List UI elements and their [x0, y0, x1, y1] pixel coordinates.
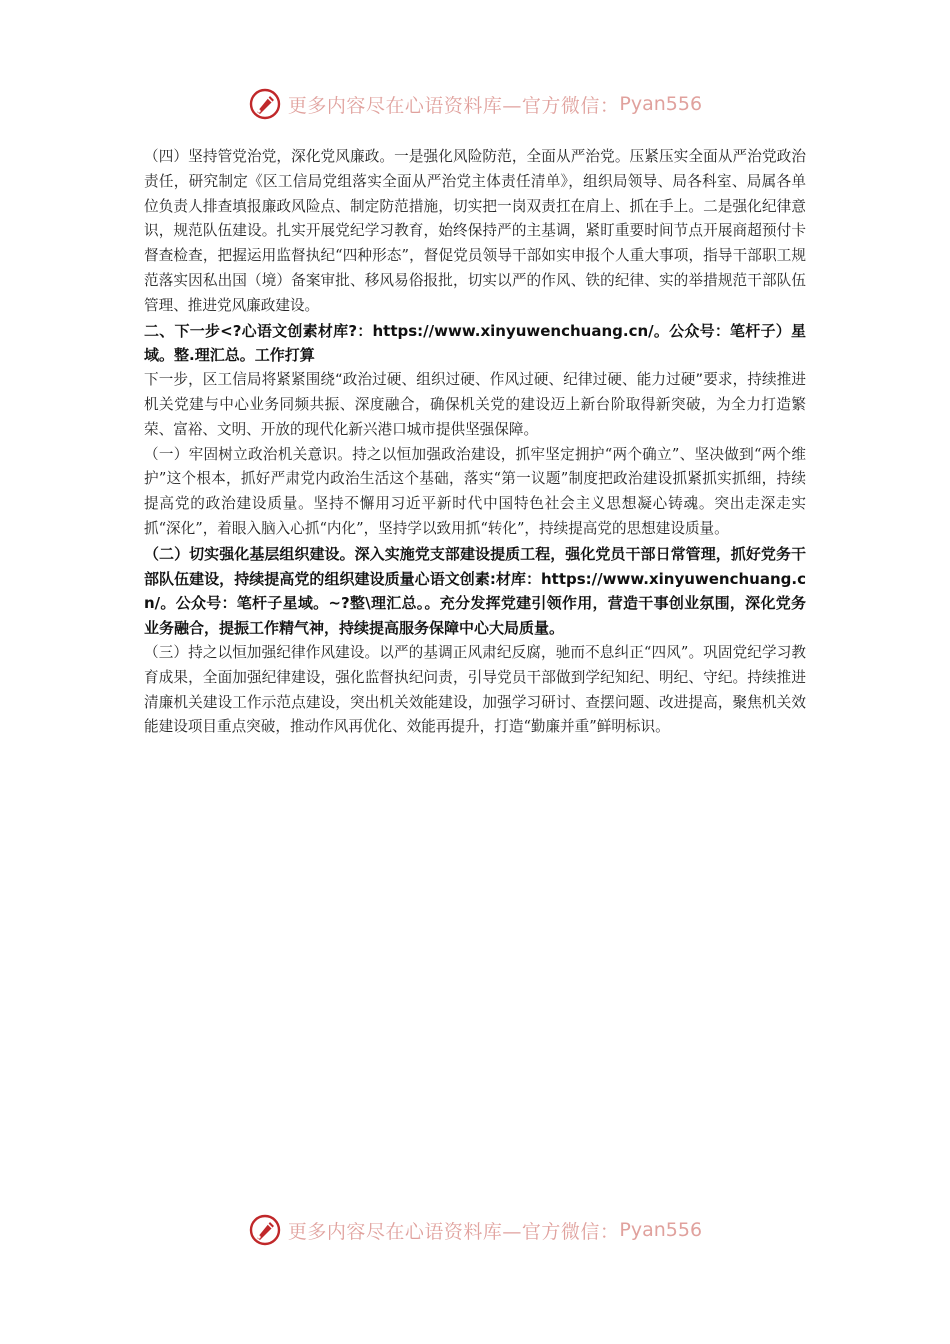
paragraph-political-awareness: （一）牢固树立政治机关意识。持之以恒加强政治建设，抓牢坚定拥护“两个确立”、坚决做到“两个维护”这个根本，抓好严肃党内政治生活这个基础，落实“第一议题”制度把政治建设抓紧抓实抓细，持续提高党的政治建设质量。坚持不懈用习近平新时代中国特色社会主义思想凝心铸魂。突出走深走实抓“深化”，着眼入脑入心抓“内化”，坚持学以致用抓“转化”，持续提高党的思想建设质量。 [144, 445, 806, 537]
pen-nib-logo-icon [248, 1213, 282, 1247]
section-heading-next-steps: 二、下一步<?心语文创素材库?：https://www.xinyuwenchuang.cn/。公众号：笔杆子）星域。整.理汇总。工作打算 [144, 321, 806, 365]
paragraph-next-steps-intro: 下一步，区工信局将紧紧围绕“政治过硬、组织过硬、作风过硬、纪律过硬、能力过硬”要求，持续推进机关党建与中心业务同频共振、深度融合，确保机关党的建设迈上新台阶取得新突破，为全力打造繁荣、富裕、文明、开放的现代化新兴港口城市提供坚强保障。 [144, 371, 806, 438]
paragraph-party-governance: （四）坚持管党治党，深化党风廉政。一是强化风险防范，全面从严治党。压紧压实全面从严治党政治责任，研究制定《区工信局党组落实全面从严治党主体责任清单》，组织局领导、局各科室、局属各单位负责人排查填报廉政风险点、制定防范措施，切实把一岗双责扛在肩上、抓在手上。二是强化纪律意识，规范队伍建设。扎实开展党纪学习教育，始终保持严的主基调，紧盯重要时间节点开展商超预付卡督查检查，把握运用监督执纪“四种形态”，督促党员领导干部如实申报个人重大事项，指导干部职工规范落实因私出国（境）备案审批、移风易俗报批，切实以严的作风、铁的纪律、实的举措规范干部队伍管理、推进党风廉政建设。 [144, 148, 806, 314]
paragraph-grassroots-organization: （二）切实强化基层组织建设。深入实施党支部建设提质工程，强化党员干部日常管理，抓好党务干部队伍建设，持续提高党的组织建设质量心语文创素:材库：https://www.xinyuwenchuang.cn/。公众号：笔杆子星域。~?整\理汇总。。充分发挥党建引领作用，营造干事创业氛围，深化党务业务融合，提振工作精气神，持续提高服务保障中心大局质量。 [144, 544, 806, 638]
paragraph-discipline-style: （三）持之以恒加强纪律作风建设。以严的基调正风肃纪反腐，驰而不息纠正“四风”。巩固党纪学习教育成果，全面加强纪律建设，强化监督执纪问责，引导党员干部做到学纪知纪、明纪、守纪。持续推进清廉机关建设工作示范点建设，突出机关效能建设，加强学习研讨、查摆问题、改进提高，聚焦机关效能建设项目重点突破，推动作风再优化、效能再提升，打造“勤廉并重”鲜明标识。 [144, 643, 806, 736]
header-banner [0, 84, 950, 124]
header-banner-text: 更多内容尽在心语资料库—官方微信： [287, 94, 620, 117]
pen-nib-logo-icon [248, 87, 282, 121]
footer-banner-text: 更多内容尽在心语资料库—官方微信： [287, 1220, 620, 1243]
footer-banner [0, 1210, 950, 1250]
footer-banner-handle: Pyan556 [619, 1219, 703, 1241]
header-banner-handle: Pyan556 [619, 93, 703, 115]
document-body [144, 145, 806, 740]
